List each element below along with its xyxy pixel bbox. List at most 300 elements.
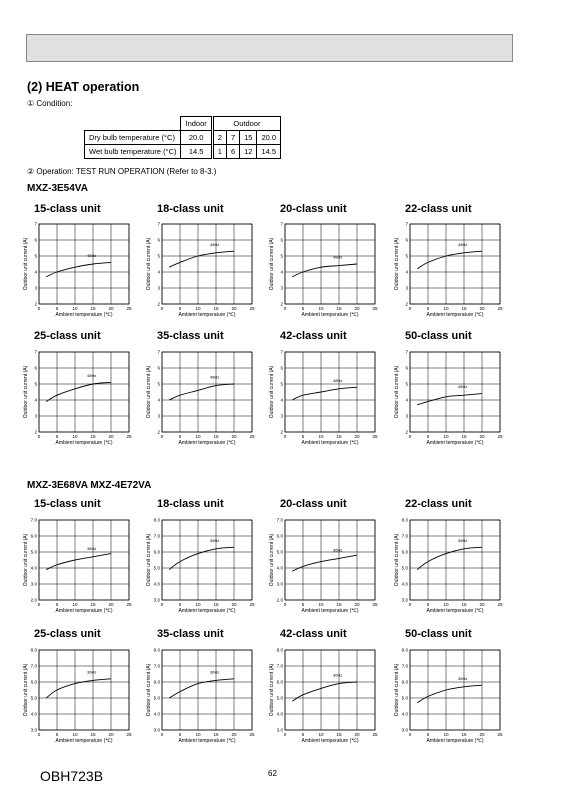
y-tick-label: 8.0: [401, 517, 408, 523]
x-tick-label: 10: [195, 306, 201, 311]
x-tick-label: 0: [160, 602, 164, 607]
y-tick-label: 7: [405, 349, 408, 355]
x-tick-label: 20: [354, 434, 360, 439]
chart-svg: [143, 222, 268, 328]
x-axis-label: Ambient temperature (℃): [301, 312, 359, 318]
x-tick-label: 10: [72, 306, 78, 311]
y-tick-label: 8.0: [276, 647, 283, 653]
x-tick-label: 0: [160, 306, 164, 311]
y-tick-label: 6.0: [153, 549, 160, 555]
x-tick-label: 10: [443, 434, 449, 439]
frequency-label: 48Hz: [87, 373, 97, 378]
x-tick-label: 5: [178, 732, 182, 737]
y-tick-label: 3: [280, 285, 283, 291]
outdoor-value: 12: [240, 145, 257, 159]
y-tick-label: 6: [405, 237, 408, 243]
chart-svg: [391, 222, 516, 328]
y-axis-label: Outdoor unit current (A): [394, 237, 400, 291]
chart-title: 15-class unit: [34, 203, 101, 215]
x-tick-label: 20: [108, 434, 114, 439]
x-tick-label: 25: [372, 434, 378, 439]
x-tick-label: 5: [301, 732, 305, 737]
y-axis-label: Outdoor unit current (A): [269, 533, 275, 587]
x-tick-label: 0: [283, 602, 287, 607]
frequency-label: 48Hz: [333, 254, 343, 260]
plot-frame: [410, 352, 500, 432]
frequency-label: 48Hz: [458, 241, 468, 247]
frequency-label: 36Hz: [87, 545, 97, 551]
frequency-label: 36Hz: [210, 669, 220, 675]
y-tick-label: 7: [280, 349, 283, 355]
series-line: [46, 679, 111, 698]
y-tick-label: 4.0: [30, 711, 37, 717]
y-tick-label: 2: [280, 429, 283, 435]
y-tick-label: 5: [157, 381, 160, 387]
y-tick-label: 3: [34, 413, 37, 419]
x-tick-label: 5: [301, 602, 305, 607]
x-tick-label: 20: [479, 306, 485, 311]
series-line: [292, 555, 357, 571]
chart: [266, 350, 391, 456]
y-tick-label: 3: [34, 285, 37, 291]
x-axis-label: Ambient temperature (℃): [426, 608, 484, 614]
series-line: [169, 679, 234, 698]
x-tick-label: 25: [497, 434, 503, 439]
chart-title: 22-class unit: [405, 498, 472, 510]
x-tick-label: 15: [461, 602, 467, 607]
y-tick-label: 7: [280, 221, 283, 227]
y-tick-label: 3: [280, 413, 283, 419]
x-tick-label: 5: [55, 306, 59, 311]
x-tick-label: 20: [479, 732, 485, 737]
y-tick-label: 2: [34, 429, 37, 435]
chart: [266, 222, 391, 328]
y-tick-label: 6.0: [153, 679, 160, 685]
x-tick-label: 20: [231, 306, 237, 311]
y-tick-label: 7: [34, 349, 37, 355]
y-tick-label: 3.0: [153, 597, 160, 603]
chart-svg: [20, 518, 145, 624]
y-tick-label: 2: [157, 429, 160, 435]
series-line: [46, 262, 111, 276]
y-tick-label: 7.0: [401, 533, 408, 539]
x-tick-label: 5: [178, 602, 182, 607]
y-tick-label: 3.0: [30, 727, 37, 733]
y-tick-label: 6.0: [276, 679, 283, 685]
footer-code: OBH723B: [40, 768, 104, 784]
x-tick-label: 15: [213, 306, 219, 311]
y-tick-label: 8.0: [153, 517, 160, 523]
x-tick-label: 5: [55, 732, 59, 737]
y-tick-label: 6.0: [401, 549, 408, 555]
row-label: Wet bulb temperature (°C): [85, 145, 181, 159]
y-tick-label: 5: [280, 253, 283, 259]
frequency-label: 48Hz: [87, 253, 97, 258]
x-tick-label: 0: [37, 732, 41, 737]
chart-svg: [266, 518, 391, 624]
frequency-label: 36Hz: [333, 672, 343, 678]
x-tick-label: 15: [213, 732, 219, 737]
x-tick-label: 5: [426, 434, 430, 439]
chart-svg: [143, 350, 268, 456]
series-line: [46, 554, 111, 570]
x-axis-label: Ambient temperature (℃): [426, 312, 484, 318]
x-tick-label: 0: [408, 434, 412, 439]
y-tick-label: 7.0: [30, 517, 37, 523]
y-tick-label: 6: [280, 237, 283, 243]
header-band: [26, 34, 513, 62]
series-line: [169, 251, 234, 267]
y-tick-label: 8.0: [30, 647, 37, 653]
x-tick-label: 5: [55, 602, 59, 607]
frequency-label: 36Hz: [458, 537, 468, 543]
x-tick-label: 10: [443, 306, 449, 311]
x-tick-label: 5: [426, 602, 430, 607]
outdoor-value: 2: [212, 131, 226, 145]
x-tick-label: 25: [372, 306, 378, 311]
y-tick-label: 7.0: [276, 517, 283, 523]
x-tick-label: 20: [231, 434, 237, 439]
x-tick-label: 5: [301, 434, 305, 439]
x-axis-label: Ambient temperature (℃): [426, 440, 484, 446]
x-tick-label: 25: [497, 732, 503, 737]
x-tick-label: 20: [479, 602, 485, 607]
x-tick-label: 5: [426, 306, 430, 311]
outdoor-value: 6: [226, 145, 239, 159]
y-tick-label: 4.0: [401, 711, 408, 717]
y-axis-label: Outdoor unit current (A): [23, 365, 29, 419]
x-tick-label: 0: [37, 434, 41, 439]
y-tick-label: 2.0: [276, 597, 283, 603]
y-tick-label: 2: [405, 301, 408, 307]
y-tick-label: 3: [405, 413, 408, 419]
series-line: [292, 682, 357, 701]
frequency-label: 48Hz: [210, 374, 220, 380]
y-tick-label: 4: [34, 397, 37, 403]
x-tick-label: 10: [72, 732, 78, 737]
y-tick-label: 2: [405, 429, 408, 435]
y-tick-label: 6.0: [30, 533, 37, 539]
x-tick-label: 10: [318, 306, 324, 311]
y-axis-label: Outdoor unit current (A): [23, 663, 29, 717]
y-tick-label: 5.0: [153, 695, 160, 701]
plot-frame: [410, 650, 500, 730]
outdoor-value: 7: [226, 131, 239, 145]
x-axis-label: Ambient temperature (℃): [178, 440, 236, 446]
x-tick-label: 15: [336, 602, 342, 607]
x-axis-label: Ambient temperature (℃): [178, 312, 236, 318]
x-tick-label: 0: [283, 434, 287, 439]
y-tick-label: 4.0: [401, 581, 408, 587]
y-tick-label: 2: [280, 301, 283, 307]
x-tick-label: 15: [213, 434, 219, 439]
chart: [266, 648, 391, 754]
y-tick-label: 3.0: [153, 727, 160, 733]
outdoor-value: 20.0: [257, 131, 281, 145]
x-tick-label: 10: [195, 602, 201, 607]
plot-frame: [162, 650, 252, 730]
condition-label: ① Condition:: [27, 99, 73, 108]
x-tick-label: 25: [249, 602, 255, 607]
table-row: [85, 131, 281, 145]
x-tick-label: 5: [178, 434, 182, 439]
chart: [391, 648, 516, 754]
y-tick-label: 6.0: [276, 533, 283, 539]
series-line: [417, 547, 482, 569]
y-axis-label: Outdoor unit current (A): [23, 533, 29, 587]
x-tick-label: 25: [126, 732, 132, 737]
chart-title: 18-class unit: [157, 203, 224, 215]
plot-frame: [39, 520, 129, 600]
chart-svg: [266, 648, 391, 754]
chart: [20, 222, 145, 328]
x-axis-label: Ambient temperature (℃): [178, 738, 236, 744]
x-axis-label: Ambient temperature (℃): [301, 738, 359, 744]
y-tick-label: 4.0: [153, 581, 160, 587]
x-tick-label: 20: [354, 306, 360, 311]
condition-header-row: [85, 117, 281, 131]
x-tick-label: 15: [90, 434, 96, 439]
series-line: [417, 251, 482, 269]
y-tick-label: 5.0: [276, 549, 283, 555]
series-line: [417, 685, 482, 703]
plot-frame: [410, 520, 500, 600]
x-tick-label: 10: [72, 602, 78, 607]
y-axis-label: Outdoor unit current (A): [146, 365, 152, 419]
x-tick-label: 15: [90, 306, 96, 311]
series-line: [417, 394, 482, 405]
x-tick-label: 20: [479, 434, 485, 439]
y-tick-label: 5.0: [30, 549, 37, 555]
chart: [391, 350, 516, 456]
chart: [20, 518, 145, 624]
y-tick-label: 3.0: [401, 597, 408, 603]
y-tick-label: 7: [405, 221, 408, 227]
plot-frame: [410, 224, 500, 304]
x-tick-label: 20: [108, 732, 114, 737]
x-axis-label: Ambient temperature (℃): [55, 312, 113, 318]
y-tick-label: 4.0: [276, 565, 283, 571]
y-tick-label: 2: [157, 301, 160, 307]
frequency-label: 36Hz: [87, 669, 97, 675]
outdoor-header: Outdoor: [212, 117, 280, 131]
series-line: [46, 382, 111, 401]
x-tick-label: 25: [497, 306, 503, 311]
y-tick-label: 5.0: [30, 695, 37, 701]
chart-svg: [391, 648, 516, 754]
y-axis-label: Outdoor unit current (A): [269, 365, 275, 419]
y-tick-label: 7: [34, 221, 37, 227]
row-label: Dry bulb temperature (°C): [85, 131, 181, 145]
y-tick-label: 4.0: [30, 565, 37, 571]
y-tick-label: 5: [280, 381, 283, 387]
operation-text: ② Operation: TEST RUN OPERATION (Refer to 8-3.): [27, 167, 217, 176]
y-tick-label: 3.0: [276, 581, 283, 587]
frequency-label: 48Hz: [210, 241, 220, 247]
y-tick-label: 6: [157, 237, 160, 243]
x-tick-label: 15: [90, 602, 96, 607]
x-tick-label: 20: [108, 306, 114, 311]
y-tick-label: 7: [157, 221, 160, 227]
y-axis-label: Outdoor unit current (A): [23, 237, 29, 291]
x-tick-label: 25: [249, 306, 255, 311]
outdoor-value: 15: [240, 131, 257, 145]
plot-frame: [39, 650, 129, 730]
plot-frame: [162, 352, 252, 432]
series-line: [292, 387, 357, 400]
y-tick-label: 3: [157, 285, 160, 291]
y-axis-label: Outdoor unit current (A): [394, 663, 400, 717]
x-tick-label: 0: [408, 602, 412, 607]
x-tick-label: 20: [108, 602, 114, 607]
y-axis-label: Outdoor unit current (A): [146, 533, 152, 587]
y-tick-label: 3.0: [30, 581, 37, 587]
x-tick-label: 20: [231, 602, 237, 607]
x-tick-label: 20: [354, 732, 360, 737]
frequency-label: 36Hz: [458, 675, 468, 681]
chart-title: 42-class unit: [280, 628, 347, 640]
y-tick-label: 6: [280, 365, 283, 371]
chart-title: 20-class unit: [280, 498, 347, 510]
plot-frame: [285, 650, 375, 730]
x-tick-label: 25: [497, 602, 503, 607]
y-tick-label: 5.0: [276, 695, 283, 701]
y-tick-label: 4: [405, 397, 408, 403]
chart: [143, 648, 268, 754]
chart-title: 50-class unit: [405, 628, 472, 640]
y-axis-label: Outdoor unit current (A): [269, 663, 275, 717]
x-tick-label: 0: [283, 306, 287, 311]
outdoor-value: 14.5: [257, 145, 281, 159]
model-title-1: MXZ-3E54VA: [27, 183, 88, 194]
y-tick-label: 7.0: [153, 663, 160, 669]
y-tick-label: 6.0: [401, 679, 408, 685]
y-tick-label: 5: [405, 253, 408, 259]
page-number: 62: [268, 769, 277, 778]
indoor-value: 20.0: [181, 131, 212, 145]
y-tick-label: 4: [157, 397, 160, 403]
chart-svg: [20, 222, 145, 328]
chart-title: 25-class unit: [34, 628, 101, 640]
indoor-header: Indoor: [181, 117, 212, 131]
chart-title: 42-class unit: [280, 330, 347, 342]
chart: [391, 518, 516, 624]
y-tick-label: 6: [157, 365, 160, 371]
y-tick-label: 8.0: [153, 647, 160, 653]
frequency-label: 48Hz: [458, 384, 468, 390]
y-tick-label: 8.0: [401, 647, 408, 653]
chart-svg: [143, 648, 268, 754]
x-tick-label: 0: [160, 434, 164, 439]
x-tick-label: 0: [37, 306, 41, 311]
y-axis-label: Outdoor unit current (A): [394, 365, 400, 419]
y-tick-label: 4: [280, 397, 283, 403]
x-tick-label: 15: [461, 306, 467, 311]
y-tick-label: 5.0: [401, 565, 408, 571]
x-tick-label: 25: [249, 434, 255, 439]
y-tick-label: 6.0: [30, 679, 37, 685]
x-tick-label: 0: [37, 602, 41, 607]
x-axis-label: Ambient temperature (℃): [426, 738, 484, 744]
y-tick-label: 4: [280, 269, 283, 275]
plot-frame: [285, 224, 375, 304]
x-tick-label: 10: [72, 434, 78, 439]
x-tick-label: 25: [372, 732, 378, 737]
condition-table: [84, 116, 281, 159]
chart: [20, 350, 145, 456]
y-tick-label: 5: [34, 253, 37, 259]
chart-svg: [391, 350, 516, 456]
chart: [391, 222, 516, 328]
x-tick-label: 25: [126, 602, 132, 607]
chart: [20, 648, 145, 754]
x-tick-label: 0: [283, 732, 287, 737]
x-tick-label: 10: [443, 602, 449, 607]
x-tick-label: 5: [301, 306, 305, 311]
x-axis-label: Ambient temperature (℃): [301, 440, 359, 446]
x-tick-label: 0: [160, 732, 164, 737]
chart-svg: [20, 350, 145, 456]
x-tick-label: 20: [231, 732, 237, 737]
outdoor-value: 1: [212, 145, 226, 159]
y-tick-label: 7.0: [401, 663, 408, 669]
x-tick-label: 5: [55, 434, 59, 439]
chart: [143, 350, 268, 456]
y-tick-label: 5.0: [153, 565, 160, 571]
y-tick-label: 6: [34, 365, 37, 371]
model-title-2: MXZ-3E68VA MXZ-4E72VA: [27, 480, 152, 491]
y-tick-label: 4.0: [276, 711, 283, 717]
y-tick-label: 2.0: [30, 597, 37, 603]
chart-title: 22-class unit: [405, 203, 472, 215]
chart: [143, 222, 268, 328]
y-tick-label: 7: [157, 349, 160, 355]
x-tick-label: 15: [461, 732, 467, 737]
chart: [266, 518, 391, 624]
chart-svg: [266, 350, 391, 456]
y-tick-label: 3.0: [401, 727, 408, 733]
x-axis-label: Ambient temperature (℃): [301, 608, 359, 614]
chart-svg: [266, 222, 391, 328]
x-tick-label: 10: [195, 434, 201, 439]
plot-frame: [285, 352, 375, 432]
series-line: [169, 547, 234, 569]
x-axis-label: Ambient temperature (℃): [178, 608, 236, 614]
y-tick-label: 6: [34, 237, 37, 243]
section-title: (2) HEAT operation: [27, 80, 140, 94]
x-axis-label: Ambient temperature (℃): [55, 440, 113, 446]
y-tick-label: 2: [34, 301, 37, 307]
x-tick-label: 5: [178, 306, 182, 311]
series-line: [292, 264, 357, 277]
x-tick-label: 10: [318, 732, 324, 737]
frequency-label: 36Hz: [333, 547, 343, 553]
chart-title: 18-class unit: [157, 498, 224, 510]
chart-svg: [391, 518, 516, 624]
table-corner: [85, 117, 181, 131]
y-tick-label: 4: [405, 269, 408, 275]
x-tick-label: 15: [336, 306, 342, 311]
y-tick-label: 7.0: [30, 663, 37, 669]
y-axis-label: Outdoor unit current (A): [394, 533, 400, 587]
y-tick-label: 5.0: [401, 695, 408, 701]
x-tick-label: 15: [336, 434, 342, 439]
series-line: [169, 384, 234, 400]
chart-svg: [143, 518, 268, 624]
x-tick-label: 15: [336, 732, 342, 737]
y-axis-label: Outdoor unit current (A): [146, 663, 152, 717]
x-tick-label: 5: [426, 732, 430, 737]
